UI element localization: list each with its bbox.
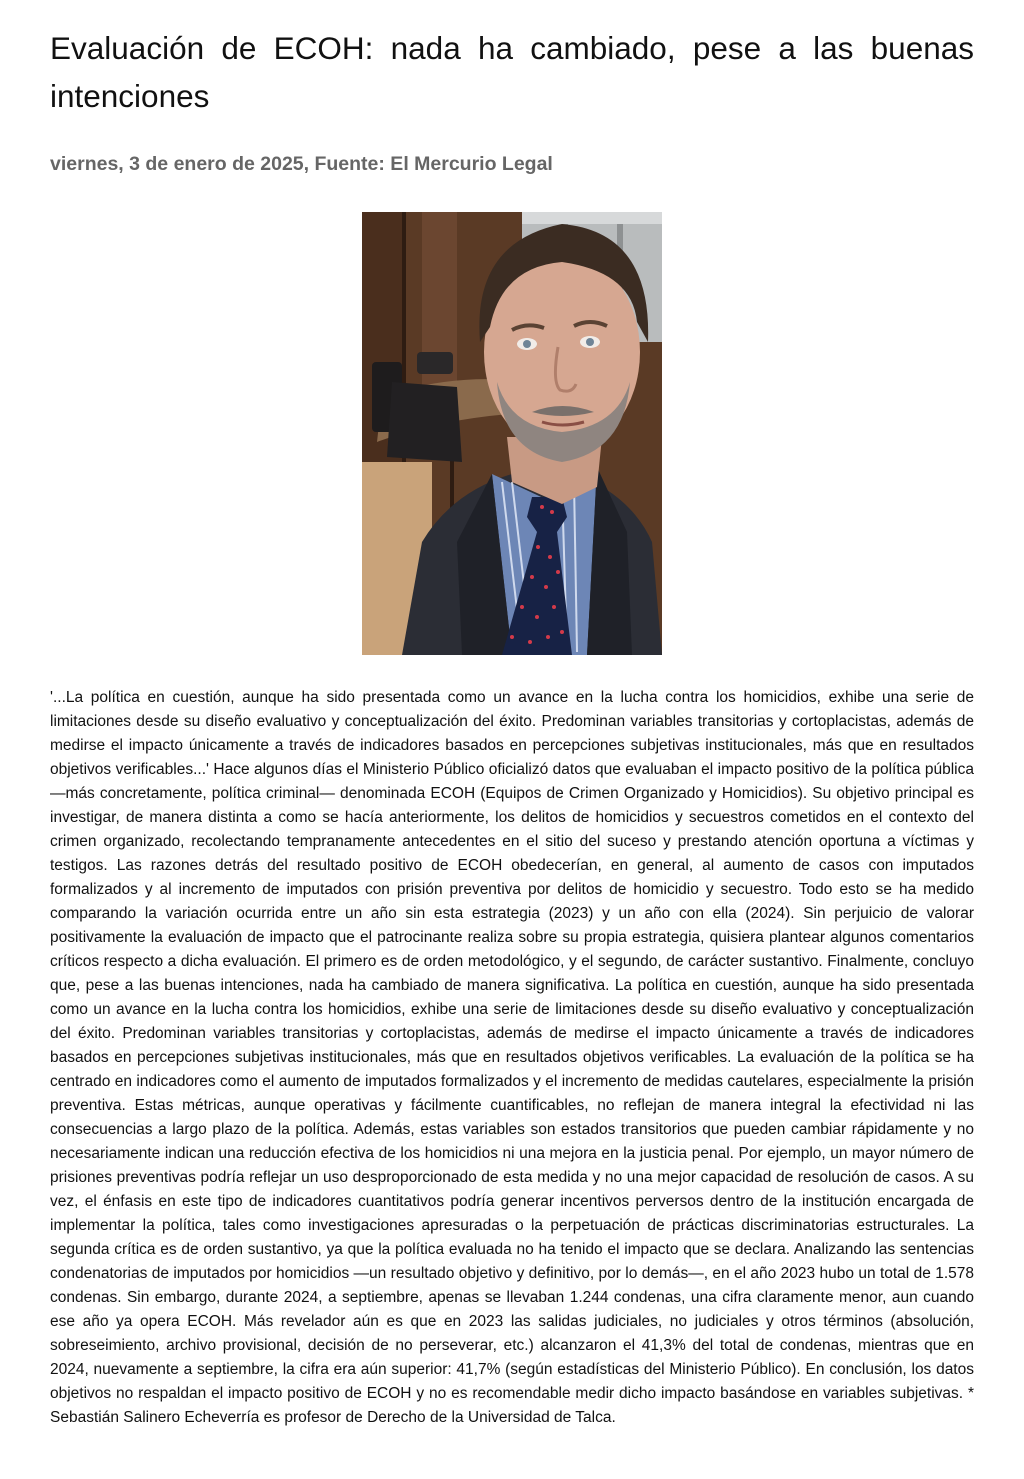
article-body: '...La política en cuestión, aunque ha sido presentada como un avance en la lucha contra los homicidios, exhibe una serie de limitaciones desde su diseño evaluativo y conceptualización del éxito. Predominan variables transitorias y cortoplacistas, además de medirse el impacto únicamente a través de indicadores basados en percepciones subjetivas institucionales, más que en resultados objetivos verificables...' Hace algunos días el Ministerio Público oficializó datos que evaluaban el impacto positivo de la política pública —más concretamente, política criminal— denominada ECOH (Equipos de Crimen Organizado y Homicidios). Su objetivo principal es investigar, de manera distinta a como se hacía anteriormente, los delitos de homicidios y secuestros cometidos en el contexto del crimen organizado, recolectando tempranamente antecedentes en el sitio del suceso y prestando atención oportuna a víctimas y testigos. Las razones detrás del resultado positivo de ECOH obedecerían, en general, al aumento de casos con imputados formalizados y al incremento de imputados con prisión preventiva por delitos de homicidio y secuestro. Todo esto se ha medido comparando la variación ocurrida entre un año sin esta estrategia (2023) y un año con ella (2024). Sin perjuicio de valorar positivamente la evaluación de impacto que el patrocinante realiza sobre su propia estrategia, quisiera plantear algunos comentarios críticos respecto a dicha evaluación. El primero es de orden metodológico, y el segundo, de carácter sustantivo. Finalmente, concluyo que, pese a las buenas intenciones, nada ha cambiado de manera significativa. La política en cuestión, aunque ha sido presentada como un avance en la lucha contra los homicidios, exhibe una serie de limitaciones desde su diseño evaluativo y conceptualización del éxito. Predominan variables transitorias y cortoplacistas, además de medirse el impacto únicamente a través de indicadores basados en percepciones subjetivas institucionales, más que en resultados objetivos verificables. La evaluación de la política se ha centrado en indicadores como el aumento de imputados formalizados y el incremento de medidas cautelares, especialmente la prisión preventiva. Estas métricas, aunque operativas y fácilmente cuantificables, no reflejan de manera integral la efectividad ni las consecuencias a largo plazo de la política. Además, estas variables son estados transitorios que pueden cambiar rápidamente y no necesariamente indican una reducción efectiva de los homicidios ni una mejora en la justicia penal. Por ejemplo, un mayor número de prisiones preventivas podría reflejar un uso desproporcionado de esta medida y no una mejor capacidad de resolución de casos. A su vez, el énfasis en este tipo de indicadores cuantitativos podría generar incentivos perversos dentro de la institución encargada de implementar la política, tales como investigaciones apresuradas o la perpetuación de prácticas discriminatorias estructurales. La segunda crítica es de orden sustantivo, ya que la política evaluada no ha tenido el impacto que se declara. Analizando las sentencias condenatorias de imputados por homicidios —un resultado objetivo y definitivo, por lo demás—, en el año 2023 hubo un total de 1.578 condenas. Sin embargo, durante 2024, a septiembre, apenas se llevaban 1.244 condenas, una cifra claramente menor, aun cuando ese año ya opera ECOH. Más revelador aún es que en 2023 las salidas judiciales, no judiciales y otros términos (absolución, sobreseimiento, archivo provisional, decisión de no perseverar, etc.) alcanzaron el 41,3% del total de condenas, mientras que en 2024, nuevamente a septiembre, la cifra era aún superior: 41,7% (según estadísticas del Ministerio Público). En conclusión, los datos objetivos no respaldan el impacto positivo de ECOH y no es recomendable medir dicho impacto basándose en variables subjetivas. * Sebastián Salinero Echeverría es profesor de Derecho de la Universidad de Talca. <box>50 689 974 1426</box>
article <box>50 0 974 1426</box>
author-photo <box>362 212 662 655</box>
article-date-source: viernes, 3 de enero de 2025, Fuente: El Mercurio Legal <box>50 153 553 175</box>
article-title: Evaluación de ECOH: nada ha cambiado, pese a las buenas intenciones <box>50 30 974 114</box>
